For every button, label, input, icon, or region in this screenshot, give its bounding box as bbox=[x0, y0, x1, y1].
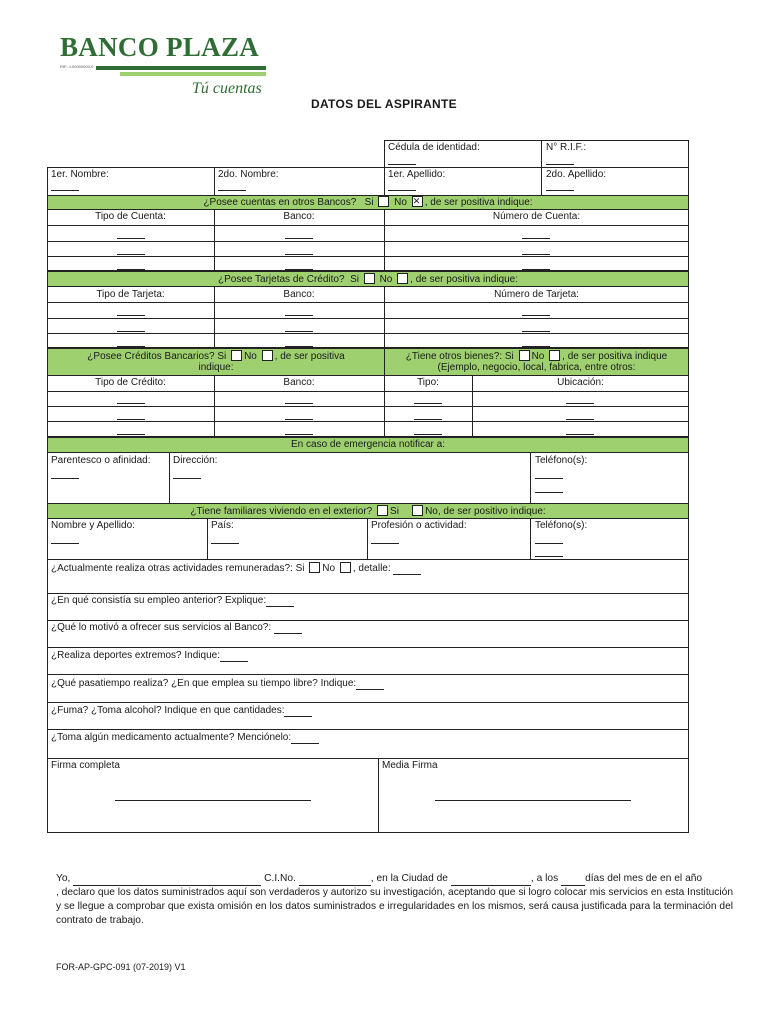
blank-line[interactable] bbox=[522, 346, 550, 347]
blank-line bbox=[51, 543, 79, 544]
decl-dias-blank[interactable] bbox=[561, 874, 585, 886]
creditos-tail: , de ser positiva bbox=[274, 351, 345, 362]
medicamento-line bbox=[51, 732, 319, 744]
creditos-no-checkbox[interactable] bbox=[262, 350, 273, 361]
fuma-line bbox=[51, 705, 312, 717]
bancos-no-checkbox[interactable] bbox=[412, 196, 423, 207]
apellido2-label: 2do. Apellido: bbox=[546, 169, 607, 180]
blank-line[interactable] bbox=[566, 434, 594, 435]
row-divider bbox=[47, 333, 689, 334]
motivo-blank[interactable] bbox=[274, 622, 302, 634]
blank-line bbox=[51, 478, 79, 479]
blank-line[interactable] bbox=[522, 269, 550, 270]
tarjetas-no-checkbox[interactable] bbox=[397, 273, 408, 284]
blank-line[interactable] bbox=[566, 403, 594, 404]
blank-line bbox=[546, 190, 574, 191]
blank-line[interactable] bbox=[117, 315, 145, 316]
blank-line[interactable] bbox=[414, 434, 442, 435]
actividades-no-checkbox[interactable] bbox=[340, 562, 351, 573]
logo-bar-dark bbox=[96, 66, 266, 70]
actividades-blank[interactable] bbox=[393, 563, 421, 575]
bienes-si-label: Si bbox=[504, 351, 514, 362]
exterior-no-label: No, de ser positivo indique: bbox=[425, 506, 546, 517]
blank-line bbox=[388, 190, 416, 191]
blank-line bbox=[371, 543, 399, 544]
blank-line[interactable] bbox=[285, 419, 313, 420]
blank-line[interactable] bbox=[117, 238, 145, 239]
medicamento-question: ¿Toma algún medicamento actualmente? Menciónelo: bbox=[51, 732, 292, 743]
blank-line[interactable] bbox=[285, 315, 313, 316]
exterior-si-label: Si bbox=[390, 506, 399, 517]
apellido1-label: 1er. Apellido: bbox=[388, 169, 446, 180]
exterior-no-checkbox[interactable] bbox=[412, 505, 423, 516]
blank-line bbox=[535, 556, 563, 557]
firma-completa-label: Firma completa bbox=[51, 760, 120, 771]
motivo-question: ¿Qué lo motivó a ofrecer sus servicios al Banco?: bbox=[51, 622, 272, 633]
blank-line[interactable] bbox=[285, 434, 313, 435]
nombre2-label: 2do. Nombre: bbox=[218, 169, 279, 180]
exterior-pais-label: País: bbox=[211, 520, 234, 531]
bank-logo: BANCO PLAZA bbox=[60, 32, 260, 62]
exterior-question-line bbox=[47, 505, 689, 518]
bienes-no-label: No bbox=[531, 351, 545, 362]
blank-line[interactable] bbox=[117, 254, 145, 255]
decl-dias: días del mes de bbox=[585, 873, 658, 884]
tarjetas-tail: , de ser positiva indique: bbox=[410, 274, 518, 285]
decl-ci: C.I.No. bbox=[264, 873, 296, 884]
bienes-sub: (Ejemplo, negocio, local, fabrica, entre otros: bbox=[437, 362, 636, 373]
pasatiempo-line bbox=[51, 678, 384, 690]
bienes-si-checkbox[interactable] bbox=[519, 350, 530, 361]
bancos-col-tipo: Tipo de Cuenta: bbox=[95, 211, 166, 222]
creditos-no-label: No bbox=[244, 351, 257, 362]
nombre1-label: 1er. Nombre: bbox=[51, 169, 109, 180]
blank-line[interactable] bbox=[522, 315, 550, 316]
row-divider bbox=[47, 256, 689, 257]
decl-alos: , a los bbox=[530, 873, 559, 884]
slogan: Tú cuentas bbox=[192, 80, 262, 97]
declaracion bbox=[56, 872, 733, 928]
bancos-col-numero: Número de Cuenta: bbox=[492, 211, 581, 222]
bienes-tail: , de ser positiva indique bbox=[562, 351, 668, 362]
row-divider bbox=[47, 225, 689, 226]
actividades-line bbox=[51, 562, 421, 575]
blank-line[interactable] bbox=[117, 331, 145, 332]
deportes-line bbox=[51, 650, 248, 662]
exterior-profesion-label: Profesión o actividad: bbox=[371, 520, 467, 531]
row-divider bbox=[47, 302, 689, 303]
deportes-question: ¿Realiza deportes extremos? Indique: bbox=[51, 650, 220, 661]
row-divider bbox=[47, 241, 689, 242]
blank-line bbox=[211, 543, 239, 544]
firma-completa-line[interactable] bbox=[115, 800, 311, 801]
rif-label: N° R.I.F.: bbox=[546, 142, 587, 153]
logo-rif: RIF: J-00000000-0 bbox=[60, 64, 94, 69]
empleo-question: ¿En qué consistía su empleo anterior? Explique: bbox=[51, 595, 267, 606]
actividades-question: ¿Actualmente realiza otras actividades remuneradas?: Si bbox=[51, 563, 305, 574]
decl-resto: , declaro que los datos suministrados aquí son verdaderos y autorizo su investigación, aceptando que si logro colocar mis servicios en esta Institución y se llegue a comprobar que exista omisión en los datos suministrados e irregularidades en los mismos, será causa justificada para la terminación del contrato de trabajo. bbox=[56, 887, 733, 926]
fuma-question: ¿Fuma? ¿Toma alcohol? Indique en que cantidades: bbox=[51, 705, 285, 716]
emergencia-title: En caso de emergencia notificar a: bbox=[291, 439, 445, 450]
blank-line[interactable] bbox=[285, 238, 313, 239]
row-divider bbox=[47, 421, 689, 422]
blank-line[interactable] bbox=[522, 254, 550, 255]
blank-line[interactable] bbox=[117, 434, 145, 435]
blank-line[interactable] bbox=[522, 238, 550, 239]
tarjetas-question-line bbox=[47, 273, 689, 286]
fuma-blank[interactable] bbox=[284, 705, 312, 717]
actividades-no-label: No bbox=[322, 563, 336, 574]
pasatiempo-question: ¿Qué pasatiempo realiza? ¿En que emplea su tiempo libre? Indique: bbox=[51, 678, 357, 689]
decl-anio-blank[interactable] bbox=[705, 874, 733, 886]
empleo-line bbox=[51, 595, 294, 607]
form-code: FOR-AP-GPC-091 (07-2019) V1 bbox=[56, 962, 186, 972]
tarjetas-si-checkbox[interactable] bbox=[364, 273, 375, 284]
tarjetas-col-numero: Número de Tarjeta: bbox=[494, 289, 579, 300]
bienes-no-checkbox[interactable] bbox=[549, 350, 560, 361]
bienes-question: ¿Tiene otros bienes?: bbox=[405, 351, 503, 362]
media-firma-label: Media Firma bbox=[382, 760, 438, 771]
creditos-col-tipo: Tipo de Crédito: bbox=[95, 377, 166, 388]
blank-line bbox=[535, 492, 563, 493]
blank-line bbox=[535, 543, 563, 544]
cedula-label: Cédula de identidad: bbox=[388, 142, 480, 153]
creditos-question: ¿Posee Créditos Bancarios? bbox=[87, 351, 215, 362]
creditos-si-checkbox[interactable] bbox=[231, 350, 242, 361]
bancos-no-label: No bbox=[394, 197, 407, 208]
tarjetas-col-banco: Banco: bbox=[283, 289, 315, 300]
bancos-question-line bbox=[47, 196, 689, 209]
tarjetas-si-label: Si bbox=[350, 274, 360, 285]
blank-line[interactable] bbox=[117, 403, 145, 404]
row-divider bbox=[47, 391, 689, 392]
empleo-blank[interactable] bbox=[266, 595, 294, 607]
page-title: DATOS DEL ASPIRANTE bbox=[311, 97, 457, 111]
tarjetas-col-tipo: Tipo de Tarjeta: bbox=[96, 289, 165, 300]
creditos-si-label: Si bbox=[217, 351, 227, 362]
bancos-si-label: Si bbox=[364, 197, 374, 208]
decl-yo: Yo, bbox=[56, 873, 71, 884]
bancos-question: ¿Posee cuentas en otros Bancos? bbox=[203, 197, 357, 208]
blank-line[interactable] bbox=[414, 419, 442, 420]
row-divider bbox=[47, 318, 689, 319]
blank-line[interactable] bbox=[117, 346, 145, 347]
actividades-si-checkbox[interactable] bbox=[309, 562, 320, 573]
exterior-telefono-label: Teléfono(s): bbox=[535, 520, 588, 531]
blank-line[interactable] bbox=[285, 331, 313, 332]
blank-line[interactable] bbox=[285, 403, 313, 404]
exterior-question: ¿Tiene familiares viviendo en el exterior? bbox=[190, 506, 373, 517]
blank-line bbox=[51, 190, 79, 191]
blank-line bbox=[218, 190, 246, 191]
direccion-cell[interactable] bbox=[169, 452, 531, 504]
blank-line[interactable] bbox=[285, 346, 313, 347]
blank-line[interactable] bbox=[566, 419, 594, 420]
decl-nombre-blank[interactable] bbox=[73, 874, 261, 886]
decl-ciudad-blank[interactable] bbox=[451, 874, 531, 886]
emergencia-telefono-label: Teléfono(s): bbox=[535, 455, 588, 466]
bancos-si-checkbox[interactable] bbox=[378, 196, 389, 207]
motivo-line bbox=[51, 622, 302, 634]
tarjetas-question: ¿Posee Tarjetas de Crédito? bbox=[217, 274, 345, 285]
blank-line bbox=[546, 164, 574, 165]
bancos-col-banco: Banco: bbox=[283, 211, 315, 222]
bancos-tail: , de ser positiva indique: bbox=[424, 197, 533, 208]
direccion-label: Dirección: bbox=[173, 455, 218, 466]
logo-bar-light bbox=[120, 72, 266, 76]
blank-line bbox=[535, 478, 563, 479]
blank-line bbox=[388, 164, 416, 165]
decl-ciudad: , en la Ciudad de bbox=[370, 873, 448, 884]
exterior-si-checkbox[interactable] bbox=[377, 505, 388, 516]
pasatiempo-blank[interactable] bbox=[356, 678, 384, 690]
blank-line[interactable] bbox=[117, 269, 145, 270]
row-divider bbox=[47, 406, 689, 407]
decl-ci-blank[interactable] bbox=[299, 874, 371, 886]
medicamento-blank[interactable] bbox=[291, 732, 319, 744]
blank-line[interactable] bbox=[522, 331, 550, 332]
exterior-nombre-label: Nombre y Apellido: bbox=[51, 520, 135, 531]
bienes-col-ubicacion: Ubicación: bbox=[557, 377, 604, 388]
deportes-blank[interactable] bbox=[220, 650, 248, 662]
blank-line[interactable] bbox=[285, 254, 313, 255]
blank-line[interactable] bbox=[414, 403, 442, 404]
blank-line bbox=[173, 478, 201, 479]
bienes-col-tipo: Tipo: bbox=[417, 377, 439, 388]
actividades-detalle: , detalle: bbox=[352, 563, 391, 574]
tarjetas-no-label: No bbox=[379, 274, 393, 285]
blank-line[interactable] bbox=[285, 269, 313, 270]
blank-line[interactable] bbox=[117, 419, 145, 420]
creditos-tail2: indique: bbox=[198, 362, 234, 373]
media-firma-line[interactable] bbox=[435, 800, 631, 801]
creditos-col-banco: Banco: bbox=[283, 377, 315, 388]
parentesco-label: Parentesco o afinidad: bbox=[51, 455, 151, 466]
decl-anio: en el año bbox=[660, 873, 703, 884]
